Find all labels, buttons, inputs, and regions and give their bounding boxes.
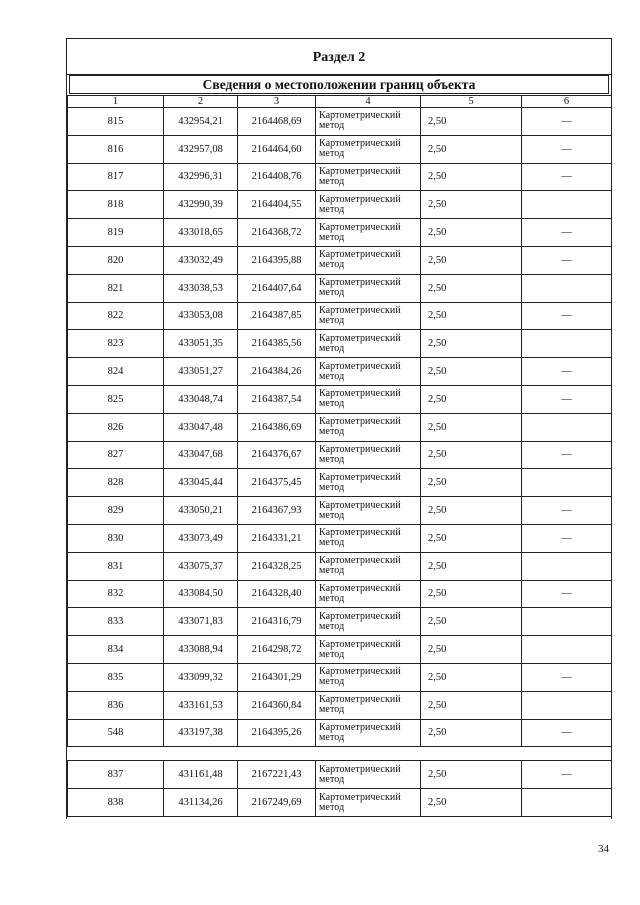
point-number-cell: 832 xyxy=(68,580,164,608)
method-cell: Картометрический метод xyxy=(316,761,421,789)
table-row xyxy=(68,663,612,691)
description-cell: — xyxy=(522,385,612,413)
y-coordinate-cell: 2164407,64 xyxy=(238,274,316,302)
point-number-cell: 821 xyxy=(68,274,164,302)
table-row xyxy=(68,358,612,386)
x-coordinate-cell: 433075,37 xyxy=(164,552,238,580)
description-cell xyxy=(522,552,612,580)
y-coordinate-cell: 2164395,88 xyxy=(238,246,316,274)
accuracy-cell: 2,50 xyxy=(421,497,522,525)
spacer-cell xyxy=(164,747,238,761)
table-row xyxy=(68,302,612,330)
description-cell: — xyxy=(522,135,612,163)
point-number-cell: 830 xyxy=(68,524,164,552)
document-frame xyxy=(66,38,612,819)
method-cell: Картометрический метод xyxy=(316,274,421,302)
accuracy-cell: 2,50 xyxy=(421,636,522,664)
point-number-cell: 824 xyxy=(68,358,164,386)
y-coordinate-cell: 2167249,69 xyxy=(238,789,316,817)
description-cell: — xyxy=(522,441,612,469)
method-cell: Картометрический метод xyxy=(316,691,421,719)
accuracy-cell: 2,50 xyxy=(421,691,522,719)
y-coordinate-cell: 2164368,72 xyxy=(238,219,316,247)
x-coordinate-cell: 433051,35 xyxy=(164,330,238,358)
method-cell: Картометрический метод xyxy=(316,441,421,469)
point-number-cell: 837 xyxy=(68,761,164,789)
y-coordinate-cell: 2164468,69 xyxy=(238,108,316,136)
x-coordinate-cell: 433047,48 xyxy=(164,413,238,441)
method-cell: Картометрический метод xyxy=(316,580,421,608)
description-cell: — xyxy=(522,246,612,274)
accuracy-cell: 2,50 xyxy=(421,552,522,580)
description-cell: — xyxy=(522,108,612,136)
point-number-cell: 820 xyxy=(68,246,164,274)
table-row xyxy=(68,330,612,358)
description-cell: — xyxy=(522,719,612,747)
table-row xyxy=(68,608,612,636)
y-coordinate-cell: 2164385,56 xyxy=(238,330,316,358)
table-row xyxy=(68,636,612,664)
table-row xyxy=(68,524,612,552)
x-coordinate-cell: 433018,65 xyxy=(164,219,238,247)
y-coordinate-cell: 2164395,26 xyxy=(238,719,316,747)
x-coordinate-cell: 432996,31 xyxy=(164,163,238,191)
y-coordinate-cell: 2164408,76 xyxy=(238,163,316,191)
column-header: 3 xyxy=(238,96,316,108)
x-coordinate-cell: 433088,94 xyxy=(164,636,238,664)
x-coordinate-cell: 433084,50 xyxy=(164,580,238,608)
point-number-cell: 823 xyxy=(68,330,164,358)
spacer-cell xyxy=(238,747,316,761)
coordinates-table xyxy=(67,95,612,817)
spacer-cell xyxy=(421,747,522,761)
accuracy-cell: 2,50 xyxy=(421,789,522,817)
x-coordinate-cell: 433071,83 xyxy=(164,608,238,636)
table-row xyxy=(68,580,612,608)
table-row xyxy=(68,497,612,525)
x-coordinate-cell: 433048,74 xyxy=(164,385,238,413)
y-coordinate-cell: 2164386,69 xyxy=(238,413,316,441)
x-coordinate-cell: 432957,08 xyxy=(164,135,238,163)
y-coordinate-cell: 2164384,26 xyxy=(238,358,316,386)
x-coordinate-cell: 432954,21 xyxy=(164,108,238,136)
method-cell: Картометрический метод xyxy=(316,385,421,413)
table-row xyxy=(68,719,612,747)
accuracy-cell: 2,50 xyxy=(421,302,522,330)
point-number-cell: 822 xyxy=(68,302,164,330)
point-number-cell: 835 xyxy=(68,663,164,691)
point-number-cell: 831 xyxy=(68,552,164,580)
method-cell: Картометрический метод xyxy=(316,302,421,330)
table-row xyxy=(68,469,612,497)
y-coordinate-cell: 2164387,85 xyxy=(238,302,316,330)
accuracy-cell: 2,50 xyxy=(421,663,522,691)
y-coordinate-cell: 2167221,43 xyxy=(238,761,316,789)
description-cell xyxy=(522,330,612,358)
y-coordinate-cell: 2164298,72 xyxy=(238,636,316,664)
table-row xyxy=(68,789,612,817)
description-cell xyxy=(522,413,612,441)
y-coordinate-cell: 2164376,67 xyxy=(238,441,316,469)
description-cell: — xyxy=(522,580,612,608)
point-number-cell: 818 xyxy=(68,191,164,219)
description-cell xyxy=(522,274,612,302)
description-cell xyxy=(522,691,612,719)
description-cell xyxy=(522,608,612,636)
method-cell: Картометрический метод xyxy=(316,219,421,247)
point-number-cell: 819 xyxy=(68,219,164,247)
table-row xyxy=(68,413,612,441)
description-cell: — xyxy=(522,497,612,525)
x-coordinate-cell: 431161,48 xyxy=(164,761,238,789)
method-cell: Картометрический метод xyxy=(316,469,421,497)
method-cell: Картометрический метод xyxy=(316,636,421,664)
accuracy-cell: 2,50 xyxy=(421,441,522,469)
accuracy-cell: 2,50 xyxy=(421,719,522,747)
description-cell: — xyxy=(522,761,612,789)
accuracy-cell: 2,50 xyxy=(421,358,522,386)
x-coordinate-cell: 433051,27 xyxy=(164,358,238,386)
y-coordinate-cell: 2164328,25 xyxy=(238,552,316,580)
description-cell: — xyxy=(522,163,612,191)
x-coordinate-cell: 433038,53 xyxy=(164,274,238,302)
y-coordinate-cell: 2164316,79 xyxy=(238,608,316,636)
accuracy-cell: 2,50 xyxy=(421,163,522,191)
spacer-cell xyxy=(316,747,421,761)
y-coordinate-cell: 2164331,21 xyxy=(238,524,316,552)
column-header: 2 xyxy=(164,96,238,108)
accuracy-cell: 2,50 xyxy=(421,330,522,358)
x-coordinate-cell: 433045,44 xyxy=(164,469,238,497)
point-number-cell: 815 xyxy=(68,108,164,136)
point-number-cell: 833 xyxy=(68,608,164,636)
y-coordinate-cell: 2164328,40 xyxy=(238,580,316,608)
accuracy-cell: 2,50 xyxy=(421,469,522,497)
y-coordinate-cell: 2164367,93 xyxy=(238,497,316,525)
method-cell: Картометрический метод xyxy=(316,552,421,580)
table-row xyxy=(68,191,612,219)
table-row xyxy=(68,385,612,413)
y-coordinate-cell: 2164387,54 xyxy=(238,385,316,413)
table-body xyxy=(68,108,612,817)
x-coordinate-cell: 433099,32 xyxy=(164,663,238,691)
method-cell: Картометрический метод xyxy=(316,108,421,136)
description-cell: — xyxy=(522,524,612,552)
method-cell: Картометрический метод xyxy=(316,719,421,747)
table-spacer-row xyxy=(68,747,612,761)
method-cell: Картометрический метод xyxy=(316,413,421,441)
y-coordinate-cell: 2164404,55 xyxy=(238,191,316,219)
accuracy-cell: 2,50 xyxy=(421,761,522,789)
accuracy-cell: 2,50 xyxy=(421,274,522,302)
accuracy-cell: 2,50 xyxy=(421,413,522,441)
x-coordinate-cell: 433050,21 xyxy=(164,497,238,525)
x-coordinate-cell: 433073,49 xyxy=(164,524,238,552)
method-cell: Картометрический метод xyxy=(316,524,421,552)
accuracy-cell: 2,50 xyxy=(421,524,522,552)
method-cell: Картометрический метод xyxy=(316,163,421,191)
y-coordinate-cell: 2164360,84 xyxy=(238,691,316,719)
point-number-cell: 838 xyxy=(68,789,164,817)
spacer-cell xyxy=(522,747,612,761)
accuracy-cell: 2,50 xyxy=(421,246,522,274)
description-cell: — xyxy=(522,663,612,691)
description-cell: — xyxy=(522,358,612,386)
accuracy-cell: 2,50 xyxy=(421,135,522,163)
point-number-cell: 548 xyxy=(68,719,164,747)
method-cell: Картометрический метод xyxy=(316,135,421,163)
point-number-cell: 816 xyxy=(68,135,164,163)
method-cell: Картометрический метод xyxy=(316,191,421,219)
description-cell xyxy=(522,636,612,664)
description-cell xyxy=(522,469,612,497)
column-header: 6 xyxy=(522,96,612,108)
point-number-cell: 834 xyxy=(68,636,164,664)
point-number-cell: 828 xyxy=(68,469,164,497)
table-row xyxy=(68,108,612,136)
spacer-cell xyxy=(68,747,164,761)
x-coordinate-cell: 433032,49 xyxy=(164,246,238,274)
table-row xyxy=(68,219,612,247)
accuracy-cell: 2,50 xyxy=(421,219,522,247)
method-cell: Картометрический метод xyxy=(316,246,421,274)
table-row xyxy=(68,246,612,274)
method-cell: Картометрический метод xyxy=(316,497,421,525)
accuracy-cell: 2,50 xyxy=(421,191,522,219)
point-number-cell: 825 xyxy=(68,385,164,413)
x-coordinate-cell: 433197,38 xyxy=(164,719,238,747)
description-cell: — xyxy=(522,219,612,247)
accuracy-cell: 2,50 xyxy=(421,608,522,636)
point-number-cell: 827 xyxy=(68,441,164,469)
section-title: Раздел 2 xyxy=(67,39,611,75)
table-row xyxy=(68,274,612,302)
description-cell xyxy=(522,789,612,817)
table-row xyxy=(68,441,612,469)
y-coordinate-cell: 2164375,45 xyxy=(238,469,316,497)
method-cell: Картометрический метод xyxy=(316,330,421,358)
column-header: 4 xyxy=(316,96,421,108)
method-cell: Картометрический метод xyxy=(316,789,421,817)
point-number-cell: 836 xyxy=(68,691,164,719)
table-row xyxy=(68,691,612,719)
description-cell: — xyxy=(522,302,612,330)
table-row xyxy=(68,761,612,789)
accuracy-cell: 2,50 xyxy=(421,108,522,136)
page-number: 34 xyxy=(598,843,609,855)
method-cell: Картометрический метод xyxy=(316,608,421,636)
point-number-cell: 826 xyxy=(68,413,164,441)
description-cell xyxy=(522,191,612,219)
method-cell: Картометрический метод xyxy=(316,358,421,386)
subsection-title: Сведения о местоположении границ объекта xyxy=(69,75,609,94)
accuracy-cell: 2,50 xyxy=(421,580,522,608)
x-coordinate-cell: 433053,08 xyxy=(164,302,238,330)
x-coordinate-cell: 433047,68 xyxy=(164,441,238,469)
y-coordinate-cell: 2164464,60 xyxy=(238,135,316,163)
accuracy-cell: 2,50 xyxy=(421,385,522,413)
point-number-cell: 817 xyxy=(68,163,164,191)
table-row xyxy=(68,163,612,191)
y-coordinate-cell: 2164301,29 xyxy=(238,663,316,691)
column-header: 5 xyxy=(421,96,522,108)
point-number-cell: 829 xyxy=(68,497,164,525)
x-coordinate-cell: 432990,39 xyxy=(164,191,238,219)
x-coordinate-cell: 433161,53 xyxy=(164,691,238,719)
column-header: 1 xyxy=(68,96,164,108)
x-coordinate-cell: 431134,26 xyxy=(164,789,238,817)
table-row xyxy=(68,552,612,580)
table-header-row xyxy=(68,96,612,108)
table-row xyxy=(68,135,612,163)
method-cell: Картометрический метод xyxy=(316,663,421,691)
